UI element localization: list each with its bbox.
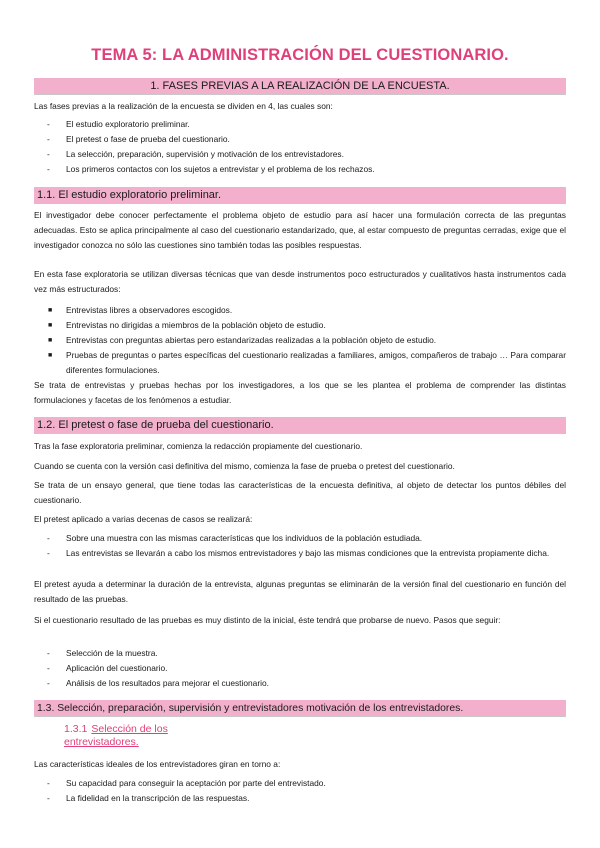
section-1-3-list [34,776,566,806]
section-1-2-paragraph: El pretest aplicado a varias decenas de casos se realizará: [34,514,253,524]
section-1-2-paragraph: Cuando se cuenta con la versión casi definitiva del mismo, comienza la fase de prueba o pretest del cuestionario. [34,461,455,471]
subsection-1-3-1-heading [64,723,204,749]
list-item: - La selección, preparación, supervisión y motivación de los entrevistadores. [47,149,344,159]
section-1-heading: 1. FASES PREVIAS A LA REALIZACIÓN DE LA ENCUESTA. [34,78,566,95]
list-item: - Su capacidad para conseguir la aceptación por parte del entrevistado. [47,778,326,788]
list-item: - Sobre una muestra con las mismas características que los individuos de la población estudiada. [47,533,423,543]
section-1-1-heading: 1.1. El estudio exploratorio preliminar. [34,187,566,204]
section-1-2-paragraph: El pretest ayuda a determinar la duración de la entrevista, algunas preguntas se eliminarán de la versión final del cuestionario en función del resultado de las pruebas. [34,579,566,604]
section-1-2-paragraph: Si el cuestionario resultado de las pruebas es muy distinto de la inicial, éste tendrá que probarse de nuevo. Pasos que seguir: [34,615,501,625]
section-1-1-paragraph: En esta fase exploratoria se utilizan diversas técnicas que van desde instrumentos poco estructurados y cualitativos hasta instrumentos cada vez más estructurados: [34,269,566,294]
section-1-1-list [34,303,566,378]
list-item: - Análisis de los resultados para mejorar el cuestionario. [47,678,269,688]
section-1-3-paragraph: Las características ideales de los entrevistadores giran en torno a: [34,759,281,769]
section-1-2-heading: 1.2. El pretest o fase de prueba del cuestionario. [34,417,566,434]
list-item: - Las entrevistas se llevarán a cabo los mismos entrevistadores y bajo las mismas condiciones que la entrevista propiamente dicha. [47,548,550,558]
section-1-3-heading: 1.3. Selección, preparación, supervisión y entrevistadores motivación de los entrevistadores. [34,700,566,717]
list-item: ■ Entrevistas con preguntas abiertas pero estandarizadas realizadas a la población objeto de estudio. [48,335,437,345]
list-item: - El pretest o fase de prueba del cuestionario. [47,134,230,144]
subsection-number: 1.3.1 [64,723,88,735]
list-item: - Aplicación del cuestionario. [47,663,168,673]
section-1-1-paragraph: Se trata de entrevistas y pruebas hechas por los investigadores, a los que se les plantea el problema de comprender las distintas formulaciones y facetas de los fenómenos a estudiar. [34,380,566,405]
section-1-list [34,117,566,177]
section-1-1-paragraph: El investigador debe conocer perfectamente el problema objeto de estudio para así hacer una formulación correcta de las preguntas adecuadas. Esto se aplica principalmente al caso del cuestionario estandarizado, que, al estar compuesto de preguntas cerradas, exige que el investigador conozca no sólo las cuestiones sino también todas las posibles respuestas. [34,210,566,250]
section-1-2-list [34,531,566,561]
section-1-2-steps [34,646,566,691]
list-item: - Los primeros contactos con los sujetos a entrevistar y el problema de los rechazos. [47,164,375,174]
list-item: - La fidelidad en la transcripción de las respuestas. [47,793,250,803]
list-item: - El estudio exploratorio preliminar. [47,119,190,129]
document-title: TEMA 5: LA ADMINISTRACIÓN DEL CUESTIONARIO. [91,46,509,64]
list-item: ■ Pruebas de preguntas o partes específicas del cuestionario realizadas a familiares, amigos, compañeros de trabajo … Para comparar diferentes formulaciones. [48,350,566,375]
list-item: ■ Entrevistas no dirigidas a miembros de la población objeto de estudio. [48,320,326,330]
section-1-2-paragraph: Se trata de un ensayo general, que tiene todas las características de la encuesta definitiva, al objeto de detectar los puntos débiles del cuestionario. [34,480,566,505]
section-1-intro: Las fases previas a la realización de la encuesta se dividen en 4, las cuales son: [34,101,333,111]
list-item: ■ Entrevistas libres a observadores escogidos. [48,305,233,315]
section-1-2-paragraph: Tras la fase exploratoria preliminar, comienza la redacción propiamente del cuestionario. [34,441,363,451]
subsection-label: Selección de los entrevistadores. [64,723,168,748]
list-item: - Selección de la muestra. [47,648,158,658]
